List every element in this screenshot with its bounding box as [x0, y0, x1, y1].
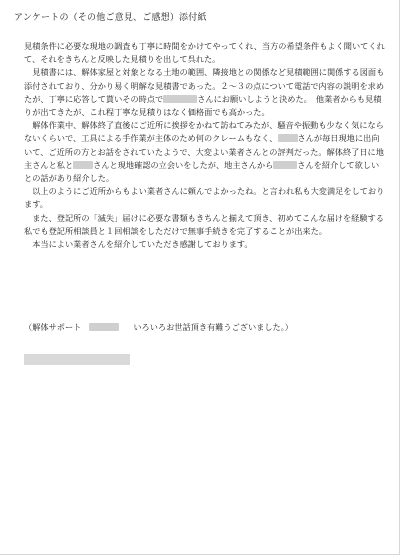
closing-message: いろいろお世話頂き有難うございました。） [133, 322, 293, 332]
paragraph [24, 185, 386, 211]
redacted-name [278, 134, 298, 142]
text-segment: さんにお願いしようと決めた。 他業者からも見積りが出てきたが、これ程丁寧な見積りはなく価格面でも高かった。 [24, 93, 382, 118]
redacted-name [273, 161, 297, 169]
paragraph [24, 119, 386, 185]
redacted-name [163, 95, 197, 103]
redacted-name [73, 161, 93, 169]
paragraph [24, 40, 386, 66]
text-segment: 見積書には、解体家屋と対象となる土地の範囲、隣接地との関係など見積範囲に関係する図面も添付されており、分かり易く明解な見積書であった。２～３の点について電話で内容の説明を求めたが、丁寧に応答して貰いその時点で [24, 67, 385, 104]
paragraph [24, 238, 386, 251]
text-segment: また、登記所の「滅失」届けに必要な書類もきちんと揃えて頂き、初めてこんな届けを経験する私でも登記所相談員と１回相談をしただけで無事手続きを完了することが出来た。 [24, 212, 384, 236]
text-segment: さんと現地確認の立会いをしたが、地主さんから [93, 159, 274, 170]
text-segment: さんを紹介して欲しいとの話があり紹介した。 [24, 159, 380, 184]
redacted-name [89, 323, 119, 331]
text-segment: さんが毎日現地に出向いて、ご近所の方とお話をされていたようで、大変よい業者さんとの評判だった。解体終了日に地主さんと私と [24, 133, 384, 170]
closing-line [24, 322, 386, 333]
paragraph [24, 212, 386, 238]
text-segment: 解体作業中、解体終了直後にご近所に挨拶をかねて訪ねてみたが、騒音や振動も少なく気にならないくらいで、工具による手作業が主体のため何のクレームもなく、 [24, 120, 384, 144]
text-segment: 見積条件に必要な現地の調査も丁寧に時間をかけてやってくれ、当方の希望条件もよく聞いてくれて、それをきちんと反映した見積りを出して呉れた。 [24, 41, 385, 65]
closing-prefix: （解体サポート [24, 322, 82, 332]
text-segment: 以上のようにご近所からもよい業者さんに頼んでよかったね。と言われ私も大変満足をしております。 [24, 186, 385, 210]
document-body [24, 40, 386, 251]
redacted-signature [24, 354, 130, 365]
text-segment: 本当によい業者さんを紹介していただき感謝しております。 [24, 239, 253, 250]
paragraph [24, 66, 386, 119]
document-title: アンケートの（その他ご意見、ご感想）添付紙 [14, 13, 207, 23]
